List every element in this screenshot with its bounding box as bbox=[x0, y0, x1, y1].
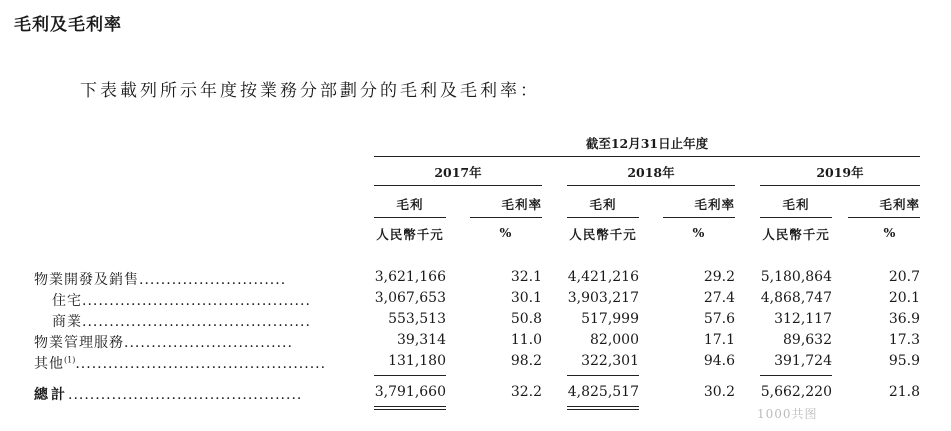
subtotal-rule-2017 bbox=[374, 375, 446, 376]
margin-2018: 57.6 bbox=[703, 311, 735, 327]
gross-profit-2018: 517,999 bbox=[581, 311, 639, 327]
gross-profit-2018: 3,903,217 bbox=[567, 290, 639, 306]
gross-profit-2018: 82,000 bbox=[590, 332, 639, 348]
unit-percent-2018: % bbox=[692, 225, 706, 240]
gross-profit-2019: 391,724 bbox=[774, 353, 832, 369]
footnote-marker: (1) bbox=[64, 355, 76, 365]
section-heading: 毛利及毛利率 bbox=[14, 15, 122, 35]
total-row bbox=[0, 384, 951, 404]
gross-profit-2019: 312,117 bbox=[774, 311, 832, 327]
table-row bbox=[0, 311, 951, 331]
total-double-rule-2017-b bbox=[374, 409, 446, 410]
gross-profit-2019: 5,180,864 bbox=[760, 269, 832, 285]
unit-amount-2018: 人民幣千元 bbox=[569, 227, 637, 242]
total-double-rule-2018-a bbox=[567, 406, 639, 407]
unit-amount-2017: 人民幣千元 bbox=[376, 227, 444, 242]
margin-2017: 50.8 bbox=[510, 311, 542, 327]
col-gross-profit-2019: 毛利 bbox=[782, 197, 810, 212]
gross-profit-2019: 4,868,747 bbox=[760, 290, 832, 306]
year-2019: 2019年 bbox=[816, 165, 864, 180]
year-2018: 2018年 bbox=[627, 165, 675, 180]
colhead-rule-m-2018 bbox=[663, 217, 735, 218]
subtotal-rule-2019 bbox=[760, 375, 832, 376]
margin-2017: 11.0 bbox=[510, 332, 542, 348]
total-double-rule-2017-a bbox=[374, 406, 446, 407]
total-gross-profit-2019: 5,662,220 bbox=[760, 384, 832, 400]
gross-profit-2018: 322,301 bbox=[581, 353, 639, 369]
row-label: 物業開發及銷售........................... bbox=[34, 272, 287, 288]
colhead-rule-m-2019 bbox=[848, 217, 920, 218]
colhead-rule-gp-2019 bbox=[760, 217, 832, 218]
total-margin-2018: 30.2 bbox=[703, 384, 735, 400]
margin-2019: 20.7 bbox=[888, 269, 920, 285]
gross-profit-2017: 553,513 bbox=[388, 311, 446, 327]
year-2017: 2017年 bbox=[434, 165, 482, 180]
unit-percent-2019: % bbox=[883, 225, 897, 240]
watermark: 1000共图 bbox=[757, 407, 818, 421]
gross-profit-2017: 39,314 bbox=[397, 332, 446, 348]
header-rule bbox=[374, 156, 920, 157]
margin-2018: 29.2 bbox=[703, 269, 735, 285]
total-margin-2017: 32.2 bbox=[510, 384, 542, 400]
total-label: 總計........................................... bbox=[34, 387, 303, 403]
subtotal-rule-2018 bbox=[567, 375, 639, 376]
total-gross-profit-2018: 4,825,517 bbox=[567, 384, 639, 400]
total-margin-2019: 21.8 bbox=[888, 384, 920, 400]
table-row bbox=[0, 332, 951, 352]
row-label: 住宅.......................................... bbox=[52, 293, 311, 309]
margin-2018: 27.4 bbox=[703, 290, 735, 306]
gross-profit-2017: 131,180 bbox=[388, 353, 446, 369]
col-margin-2018: 毛利率 bbox=[694, 197, 735, 212]
margin-2018: 94.6 bbox=[703, 353, 735, 369]
table-row bbox=[0, 353, 951, 373]
col-gross-profit-2018: 毛利 bbox=[589, 197, 617, 212]
unit-percent-2017: % bbox=[499, 225, 513, 240]
col-margin-2019: 毛利率 bbox=[879, 197, 920, 212]
gross-profit-2017: 3,067,653 bbox=[374, 290, 446, 306]
col-margin-2017: 毛利率 bbox=[501, 197, 542, 212]
period-header: 截至12月31日止年度 bbox=[585, 136, 709, 151]
unit-amount-2019: 人民幣千元 bbox=[762, 227, 830, 242]
gross-profit-2017: 3,621,166 bbox=[374, 269, 446, 285]
year-rule-2018 bbox=[567, 185, 735, 186]
colhead-rule-gp-2017 bbox=[374, 217, 446, 218]
total-double-rule-2018-b bbox=[567, 409, 639, 410]
total-gross-profit-2017: 3,791,660 bbox=[374, 384, 446, 400]
margin-2017: 30.1 bbox=[510, 290, 542, 306]
margin-2019: 17.3 bbox=[888, 332, 920, 348]
margin-2019: 36.9 bbox=[888, 311, 920, 327]
margin-2018: 17.1 bbox=[703, 332, 735, 348]
intro-paragraph: 下表載列所示年度按業務分部劃分的毛利及毛利率： bbox=[80, 81, 540, 101]
row-label: 物業管理服務............................... bbox=[34, 335, 293, 351]
year-rule-2017 bbox=[374, 185, 542, 186]
row-label: 商業.......................................... bbox=[52, 314, 311, 330]
row-label: 其他$^{(1)}$.............................................. bbox=[34, 355, 327, 372]
margin-2019: 95.9 bbox=[888, 353, 920, 369]
gross-profit-2018: 4,421,216 bbox=[567, 269, 639, 285]
colhead-rule-gp-2018 bbox=[567, 217, 639, 218]
gross-profit-2019: 89,632 bbox=[783, 332, 832, 348]
year-rule-2019 bbox=[760, 185, 920, 186]
table-row bbox=[0, 269, 951, 289]
colhead-rule-m-2017 bbox=[470, 217, 542, 218]
col-gross-profit-2017: 毛利 bbox=[396, 197, 424, 212]
table-row bbox=[0, 290, 951, 310]
margin-2017: 98.2 bbox=[510, 353, 542, 369]
margin-2017: 32.1 bbox=[510, 269, 542, 285]
margin-2019: 20.1 bbox=[888, 290, 920, 306]
